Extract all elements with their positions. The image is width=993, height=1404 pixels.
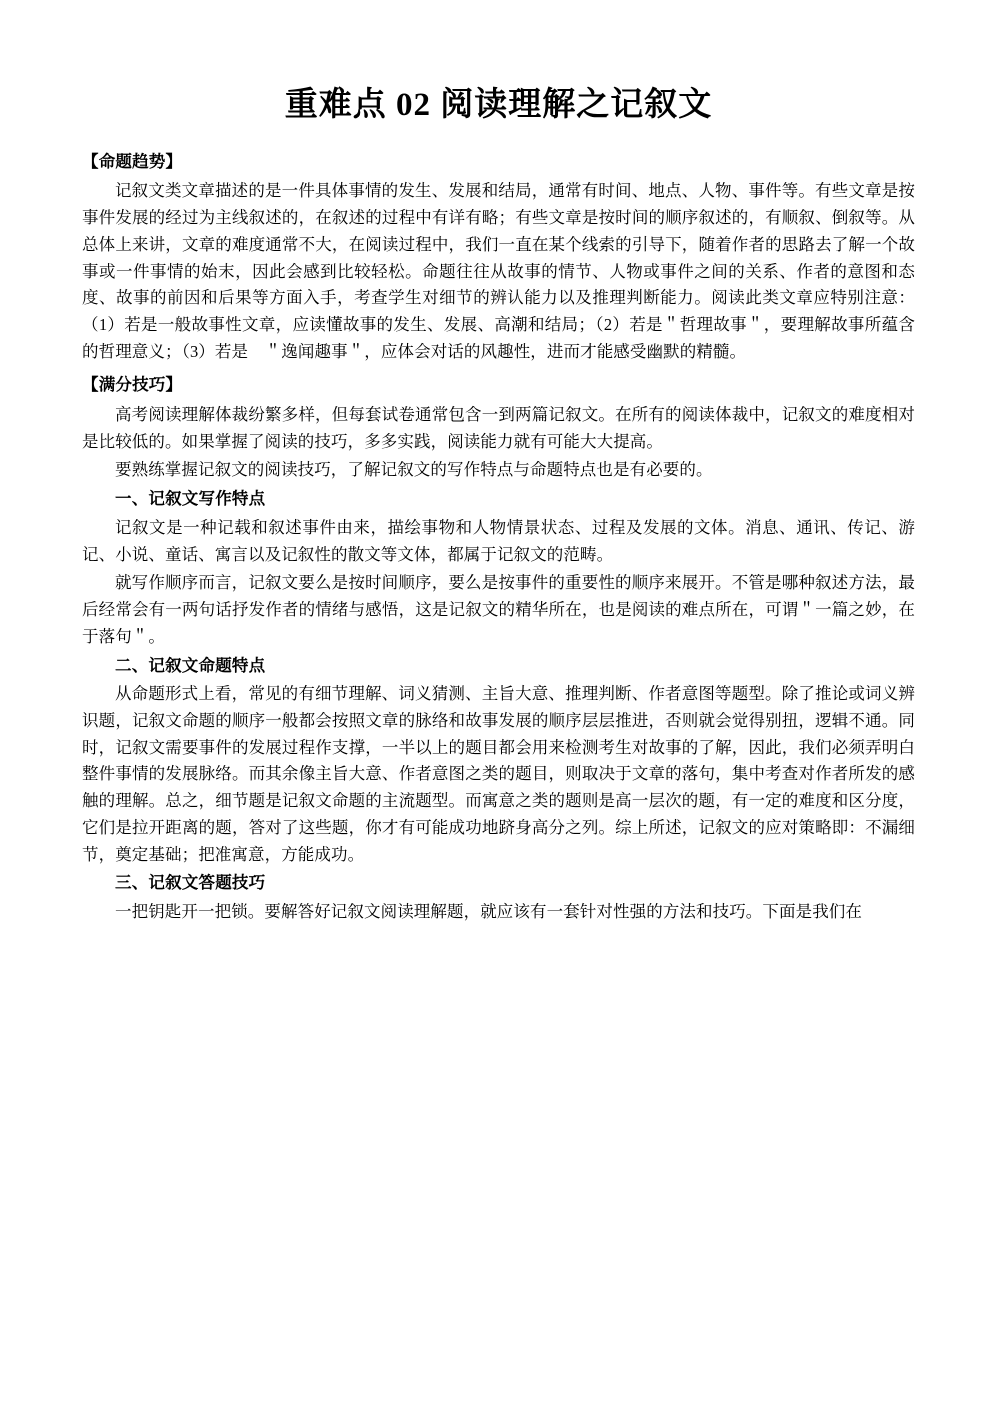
page-title: 重难点 02 阅读理解之记叙文 xyxy=(284,87,713,123)
paragraph-writing-2: 就写作顺序而言，记叙文要么是按时间顺序，要么是按事件的重要性的顺序来展开。不管是哪种叙述方法，最后经常会有一两句话抒发作者的情绪与感悟，这是记叙文的精华所在，也是阅读的难点所在，可谓＂一篇之妙，在于落句＂。 xyxy=(82,573,915,646)
paragraph-trend-1: 记叙文类文章描述的是一件具体事情的发生、发展和结局，通常有时间、地点、人物、事件等。有些文章是按事件发展的经过为主线叙述的，在叙述的过程中有详有略；有些文章是按时间的顺序叙述的，有顺叙、倒叙等。从总体上来讲，文章的难度通常不大，在阅读过程中，我们一直在某个线索的引导下，随着作者的思路去了解一个故事或一件事情的始末，因此会感到比较轻松。命题往往从故事的情节、人物或事件之间的关系、作者的意图和态度、故事的前因和后果等方面入手，考查学生对细节的辨认能力以及推理判断能力。阅读此类文章应特别注意：（1）若是一般故事性文章，应读懂故事的发生、发展、高潮和结局；（2）若是＂哲理故事＂，要理解故事所蕴含的哲理意义；（3）若是 ＂逸闻趣事＂，应体会对话的风趣性，进而才能感受幽默的精髓。 xyxy=(82,181,915,361)
subsection-heading-question-features: 二、记叙文命题特点 xyxy=(115,655,266,675)
section-heading-trend: 【命题趋势】 xyxy=(82,151,183,171)
paragraph-question-1: 从命题形式上看，常见的有细节理解、词义猜测、主旨大意、推理判断、作者意图等题型。除了推论或词义辨识题，记叙文命题的顺序一般都会按照文章的脉络和故事发展的顺序层层推进，否则就会觉得别扭，逻辑不通。同时，记叙文需要事件的发展过程作支撑，一半以上的题目都会用来检测考生对故事的了解，因此，我们必须弄明白整件事情的发展脉络。而其余像主旨大意、作者意图之类的题目，则取决于文章的落句，集中考查对作者所发的感触的理解。总之，细节题是记叙文命题的主流题型。而寓意之类的题则是高一层次的题，有一定的难度和区分度，它们是拉开距离的题，答对了这些题，你才有可能成功地跻身高分之列。综上所述，记叙文的应对策略即：不漏细节，奠定基础；把准寓意，方能成功。 xyxy=(82,684,915,864)
subsection-heading-answer-skills: 三、记叙文答题技巧 xyxy=(115,873,266,893)
paragraph-skills-2: 要熟练掌握记叙文的阅读技巧，了解记叙文的写作特点与命题特点也是有必要的。 xyxy=(115,460,713,480)
section-heading-skills: 【满分技巧】 xyxy=(82,375,183,395)
paragraph-writing-1: 记叙文是一种记载和叙述事件由来，描绘事物和人物情景状态、过程及发展的文体。消息、通讯、传记、游记、小说、童话、寓言以及记叙性的散文等文体，都属于记叙文的范畴。 xyxy=(82,517,915,564)
subsection-heading-writing-features: 一、记叙文写作特点 xyxy=(115,489,266,509)
paragraph-answer-1: 一把钥匙开一把锁。要解答好记叙文阅读理解题，就应该有一套针对性强的方法和技巧。下面是我们在 xyxy=(115,901,862,921)
paragraph-skills-1: 高考阅读理解体裁纷繁多样，但每套试卷通常包含一到两篇记叙文。在所有的阅读体裁中，记叙文的难度相对是比较低的。如果掌握了阅读的技巧，多多实践，阅读能力就有可能大大提高。 xyxy=(82,405,915,451)
